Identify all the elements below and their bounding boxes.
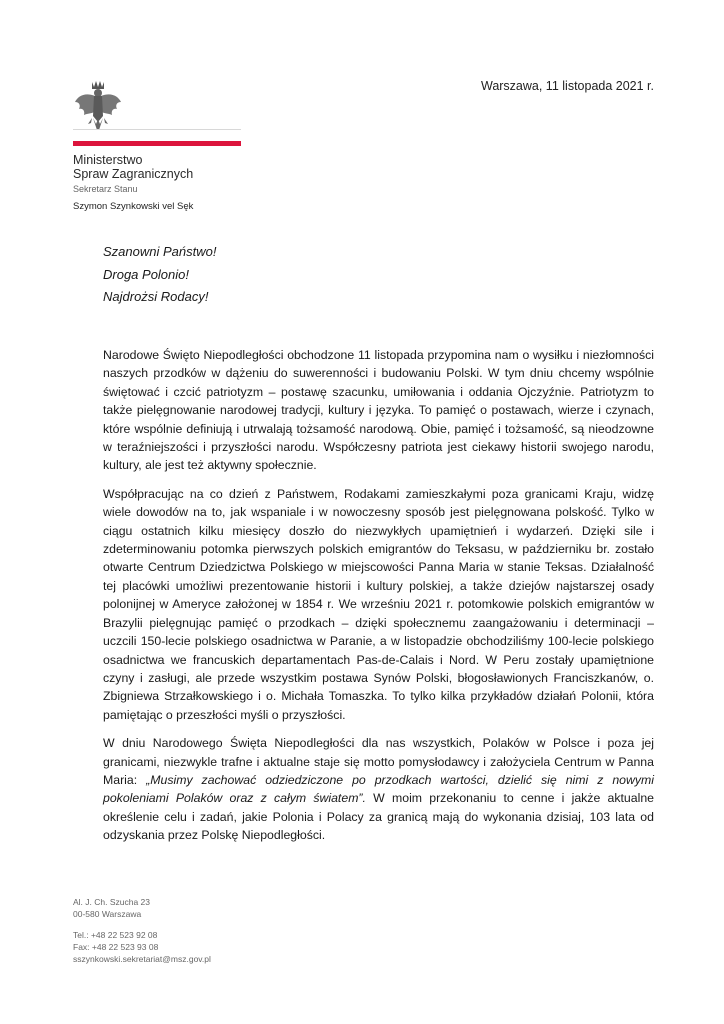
contact-footer <box>73 896 211 965</box>
salutation <box>103 241 216 309</box>
address-city: 00-580 Warszawa <box>73 909 142 919</box>
flag-stripe-white <box>73 129 241 141</box>
body-paragraph-1: Narodowe Święto Niepodległości obchodzone 11 listopada przypomina nam o wysiłku i niezłomności naszych przodków w dążeniu do suwerenności i budowaniu Polski. W tym dniu chcemy wspólnie świętować i czcić patriotyzm – postawę szacunku, umiłowania i oddania Ojczyźnie. Patriotyzm to także pielęgnowanie narodowej tradycji, kultury i języka. To pamięć o postawach, wierze i czynach, które wspólnie definiują i utrwalają tożsamość narodową. Obie, pamięć i tożsamość, są nieodzowne w teraźniejszości i przyszłości narodu. Współczesny patriota jest ciekawy historii swojego narodu, kultury, ale jest też aktywny społecznie. <box>103 348 654 473</box>
body-paragraph-2: Współpracując na co dzień z Państwem, Rodakami zamieszkałymi poza granicami Kraju, widzę wiele dowodów na to, jak wspaniale i w nowoczesny sposób jest pielęgnowana polskość. Tylko w ciągu ostatnich kilku miesięcy doszło do niezwykłych upamiętnień i wydarzeń. Dzięki sile i zdeterminowaniu potomka pierwszych polskich emigrantów do Teksasu, w październiku br. zostało otwarte Centrum Dziedzictwa Polskiego w miejscowości Panna Maria w stanie Teksas. Działalność tej placówki umożliwi prezentowanie historii i kultury polskiej, a także dziejów najstarszej osady polonijnej w Ameryce założonej w 1854 r. We wrześniu 2021 r. potomkowie polskich emigrantów w Brazylii pielęgnując pamięć o przodkach – dzięki społecznemu zaangażowaniu i determinacji – uczcili 150-lecie polskiego osadnictwa w Paranie, a w listopadzie obchodziliśmy 100-lecie polskiego osadnictwa we francuskich departamentach Pas-de-Calais i Nord. W Peru zostały upamiętnione czyny i zasługi, ale przede wszystkim postawa Synów Polski, błogosławionych Franciszkanów, o. Zbigniewa Strzałkowskiego i o. Michała Tomaszka. To tylko kilka przykładów działań Polonii, która pamiętając o przeszłości myśli o przyszłości. <box>103 486 654 722</box>
motto-quote: „Musimy zachować odziedziczone po przodkach wartości, dzielić się nimi z nowymi pokoleniami Polaków oraz z całym światem”. <box>103 772 655 806</box>
body-paragraph-3 <box>103 734 654 844</box>
address-street: Al. J. Ch. Szucha 23 <box>73 897 151 907</box>
secretary-name: Szymon Szynkowski vel Sęk <box>73 201 194 212</box>
ministry-line-1: Ministerstwo <box>73 153 143 167</box>
phone-number: Tel.: +48 22 523 92 08 <box>73 930 158 940</box>
greeting-line: Najdrożsi Rodacy! <box>103 289 209 304</box>
paragraph-3-outro: W moim przekonaniu to cenne i jakże aktualne określenie celu i zadań, jakie Polonia i Polacy za granicą mają do wykonania dzisiaj, 103 lata od odzyskania przez Polskę Niepodległości. <box>103 791 654 843</box>
letter-body <box>103 346 654 855</box>
fax-number: Fax: +48 22 523 93 08 <box>73 942 159 952</box>
ministry-line-2: Spraw Zagranicznych <box>73 167 194 181</box>
letter-date: Warszawa, 11 listopada 2021 r. <box>480 79 654 93</box>
ministry-name <box>73 153 193 181</box>
flag-stripe-red <box>73 141 241 146</box>
paragraph-3-intro: W dniu Narodowego Święta Niepodległości dla nas wszystkich, Polaków w Polsce i poza jej granicami, niezwykle trafne i aktualne staje się motto pomysłodawcy i założyciela Centrum w Panna Maria: <box>103 736 654 787</box>
email-address: sszynkowski.sekretariat@msz.gov.pl <box>73 954 211 964</box>
greeting-line: Szanowni Państwo! <box>103 244 217 259</box>
polish-eagle-emblem-icon <box>73 78 123 136</box>
secretary-title: Sekretarz Stanu <box>73 184 138 194</box>
greeting-line: Droga Polonio! <box>103 266 189 282</box>
